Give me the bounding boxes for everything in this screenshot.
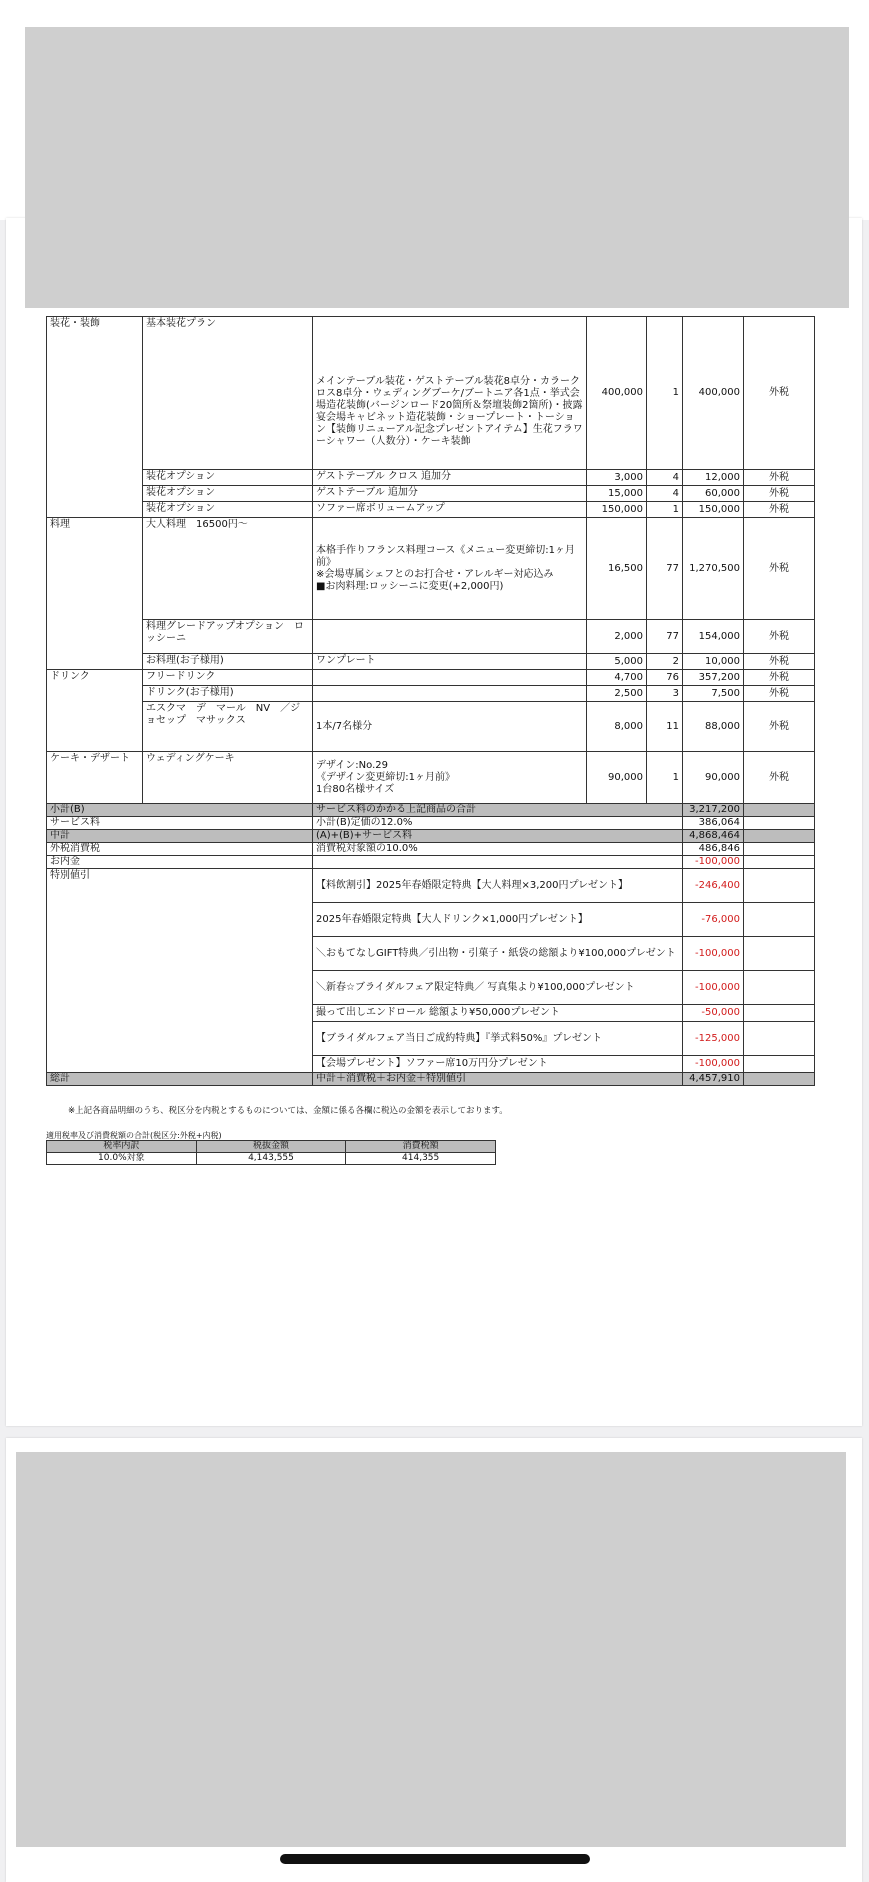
description-cell: ソファー席ボリュームアップ [313, 502, 587, 518]
qty-cell: 2 [647, 654, 683, 670]
amount-cell: 10,000 [683, 654, 744, 670]
description-cell: 1本/7名様分 [313, 702, 587, 752]
table-row [47, 620, 815, 654]
discount-description: 【ブライダルフェア当日ご成約特典】『挙式料50%』プレゼント [313, 1022, 683, 1056]
tax-header-cell: 税抜金額 [196, 1141, 346, 1153]
category-cell: 装花・装飾 [47, 317, 143, 518]
discount-amount: -100,000 [683, 971, 744, 1005]
unit-price-cell: 2,500 [587, 686, 647, 702]
item-cell: ドリンク(お子様用) [143, 686, 313, 702]
amount-cell: 88,000 [683, 702, 744, 752]
item-cell: 大人料理 16500円～ [143, 518, 313, 620]
item-cell: 基本装花プラン [143, 317, 313, 470]
qty-cell: 1 [647, 317, 683, 470]
summary-description: 小計(B)定価の12.0% [313, 817, 683, 830]
discount-label: 特別値引 [47, 869, 313, 1073]
qty-cell: 4 [647, 486, 683, 502]
unit-price-cell: 8,000 [587, 702, 647, 752]
tax-cell: 外税 [744, 518, 815, 620]
total-description: 中計＋消費税＋お内金＋特別値引 [313, 1073, 683, 1086]
category-cell: ドリンク [47, 670, 143, 752]
tax-header-cell: 税率内訳 [47, 1141, 197, 1153]
tax-cell: 外税 [744, 686, 815, 702]
summary-description [313, 856, 683, 869]
summary-description: (A)+(B)+サービス料 [313, 830, 683, 843]
qty-cell: 76 [647, 670, 683, 686]
summary-label: お内金 [47, 856, 313, 869]
unit-price-cell: 4,700 [587, 670, 647, 686]
item-cell: エスクマ デ マール NV ／ジョセップ マサックス [143, 702, 313, 752]
deposit-row [47, 856, 815, 869]
tax-cell: 外税 [744, 752, 815, 804]
unit-price-cell: 400,000 [587, 317, 647, 470]
discount-amount: -246,400 [683, 869, 744, 903]
unit-price-cell: 150,000 [587, 502, 647, 518]
summary-amount: 4,868,464 [683, 830, 744, 843]
redacted-header-area [25, 27, 849, 308]
item-cell: 料理グレードアップオプション ロッシーニ [143, 620, 313, 654]
unit-price-cell: 15,000 [587, 486, 647, 502]
unit-price-cell: 2,000 [587, 620, 647, 654]
unit-price-cell: 3,000 [587, 470, 647, 486]
summary-description: サービス料のかかる上記商品の合計 [313, 804, 683, 817]
redacted-next-page-area [16, 1452, 846, 1847]
item-cell: 装花オプション [143, 470, 313, 486]
summary-description: 消費税対象額の10.0% [313, 843, 683, 856]
tax-cell: 外税 [744, 317, 815, 470]
unit-price-cell: 90,000 [587, 752, 647, 804]
table-row [47, 518, 815, 620]
item-cell: ウェディングケーキ [143, 752, 313, 804]
amount-cell: 1,270,500 [683, 518, 744, 620]
table-row [47, 317, 815, 470]
tax-header-row [47, 1141, 496, 1153]
tax-cell: 外税 [744, 702, 815, 752]
description-cell: デザイン:No.29 《デザイン変更締切:1ヶ月前》 1台80名様サイズ [313, 752, 587, 804]
amount-cell: 90,000 [683, 752, 744, 804]
discount-amount: -50,000 [683, 1005, 744, 1022]
qty-cell: 3 [647, 686, 683, 702]
description-cell [313, 670, 587, 686]
tax-note: ※上記各商品明細のうち、税区分を内税とするものについては、金額に係る各欄に税込の金額を表示しております。 [68, 1106, 508, 1116]
summary-label: 小計(B) [47, 804, 313, 817]
item-cell: フリードリンク [143, 670, 313, 686]
item-cell: お料理(お子様用) [143, 654, 313, 670]
description-cell: 本格手作りフランス料理コース《メニュー変更締切:1ヶ月前》 ※会場専属シェフとのお打合せ・アレルギー対応込み ■お肉料理:ロッシーニに変更(+2,000円) [313, 518, 587, 620]
table-row [47, 654, 815, 670]
discount-description: 撮って出しエンドロール 総額より¥50,000プレゼント [313, 1005, 683, 1022]
estimate-table [46, 316, 815, 1086]
amount-cell: 60,000 [683, 486, 744, 502]
amount-cell: 12,000 [683, 470, 744, 486]
total-label: 総計 [47, 1073, 313, 1086]
subtotal-row [47, 804, 815, 817]
tax-excluded-amount-cell: 4,143,555 [196, 1153, 346, 1165]
qty-cell: 1 [647, 752, 683, 804]
discount-amount: -76,000 [683, 903, 744, 937]
tax-data-row [47, 1153, 496, 1165]
discount-description: 2025年春婚限定特典【大人ドリンク×1,000円プレゼント】 [313, 903, 683, 937]
qty-cell: 4 [647, 470, 683, 486]
amount-cell: 150,000 [683, 502, 744, 518]
category-cell: ケーキ・デザート [47, 752, 143, 804]
qty-cell: 77 [647, 620, 683, 654]
amount-cell: 7,500 [683, 686, 744, 702]
tax-header-cell: 消費税額 [346, 1141, 496, 1153]
summary-label: 外税消費税 [47, 843, 313, 856]
description-cell: メインテーブル装花・ゲストテーブル装花8卓分・カラークロス8卓分・ウェディングブーケ/ブートニア各1点・挙式会場造花装飾(バージンロード20箇所＆祭壇装飾2箇所)・披露宴会場キャビネット造花装飾・ショープレート・トーション【装飾リニューアル記念プレゼントアイテム】生花フラワーシャワー（人数分）・ケーキ装飾 [313, 317, 587, 470]
description-cell [313, 686, 587, 702]
description-cell: ワンプレート [313, 654, 587, 670]
tax-cell: 外税 [744, 486, 815, 502]
table-row [47, 470, 815, 486]
consumption-tax-row [47, 843, 815, 856]
description-cell [313, 620, 587, 654]
summary-amount: 3,217,200 [683, 804, 744, 817]
qty-cell: 77 [647, 518, 683, 620]
midtotal-row [47, 830, 815, 843]
tax-amount-cell: 414,355 [346, 1153, 496, 1165]
discount-amount: -100,000 [683, 1056, 744, 1073]
summary-label: サービス料 [47, 817, 313, 830]
discount-description: ＼おもてなしGIFT特典／引出物・引菓子・紙袋の総額より¥100,000プレゼント [313, 937, 683, 971]
tax-summary-caption: 適用税率及び消費税額の合計(税区分:外税+内税) [46, 1131, 222, 1140]
qty-cell: 11 [647, 702, 683, 752]
amount-cell: 154,000 [683, 620, 744, 654]
table-row [47, 702, 815, 752]
summary-label: 中計 [47, 830, 313, 843]
amount-cell: 400,000 [683, 317, 744, 470]
tax-cell: 外税 [744, 470, 815, 486]
summary-amount: 486,846 [683, 843, 744, 856]
discount-description: 【会場プレゼント】ソファー席10万円分プレゼント [313, 1056, 683, 1073]
item-cell: 装花オプション [143, 486, 313, 502]
tax-cell: 外税 [744, 502, 815, 518]
tax-cell: 外税 [744, 620, 815, 654]
amount-cell: 357,200 [683, 670, 744, 686]
discount-description: 【料飲割引】2025年春婚限定特典【大人料理×3,200円プレゼント】 [313, 869, 683, 903]
table-row [47, 686, 815, 702]
description-cell: ゲストテーブル クロス 追加分 [313, 470, 587, 486]
table-row [47, 486, 815, 502]
grand-total-row [47, 1073, 815, 1086]
discount-amount: -100,000 [683, 937, 744, 971]
discount-amount: -125,000 [683, 1022, 744, 1056]
total-amount: 4,457,910 [683, 1073, 744, 1086]
tax-cell: 外税 [744, 654, 815, 670]
qty-cell: 1 [647, 502, 683, 518]
table-row [47, 670, 815, 686]
home-indicator[interactable] [280, 1854, 590, 1864]
discount-description: ＼新春☆ブライダルフェア限定特典／ 写真集より¥100,000プレゼント [313, 971, 683, 1005]
tax-summary-table [46, 1140, 496, 1165]
table-row [47, 502, 815, 518]
service-charge-row [47, 817, 815, 830]
table-row [47, 752, 815, 804]
item-cell: 装花オプション [143, 502, 313, 518]
tax-rate-cell: 10.0%対象 [47, 1153, 197, 1165]
summary-amount: 386,064 [683, 817, 744, 830]
description-cell: ゲストテーブル 追加分 [313, 486, 587, 502]
discount-row [47, 869, 815, 903]
summary-amount: -100,000 [683, 856, 744, 869]
unit-price-cell: 5,000 [587, 654, 647, 670]
category-cell: 料理 [47, 518, 143, 670]
tax-cell: 外税 [744, 670, 815, 686]
unit-price-cell: 16,500 [587, 518, 647, 620]
